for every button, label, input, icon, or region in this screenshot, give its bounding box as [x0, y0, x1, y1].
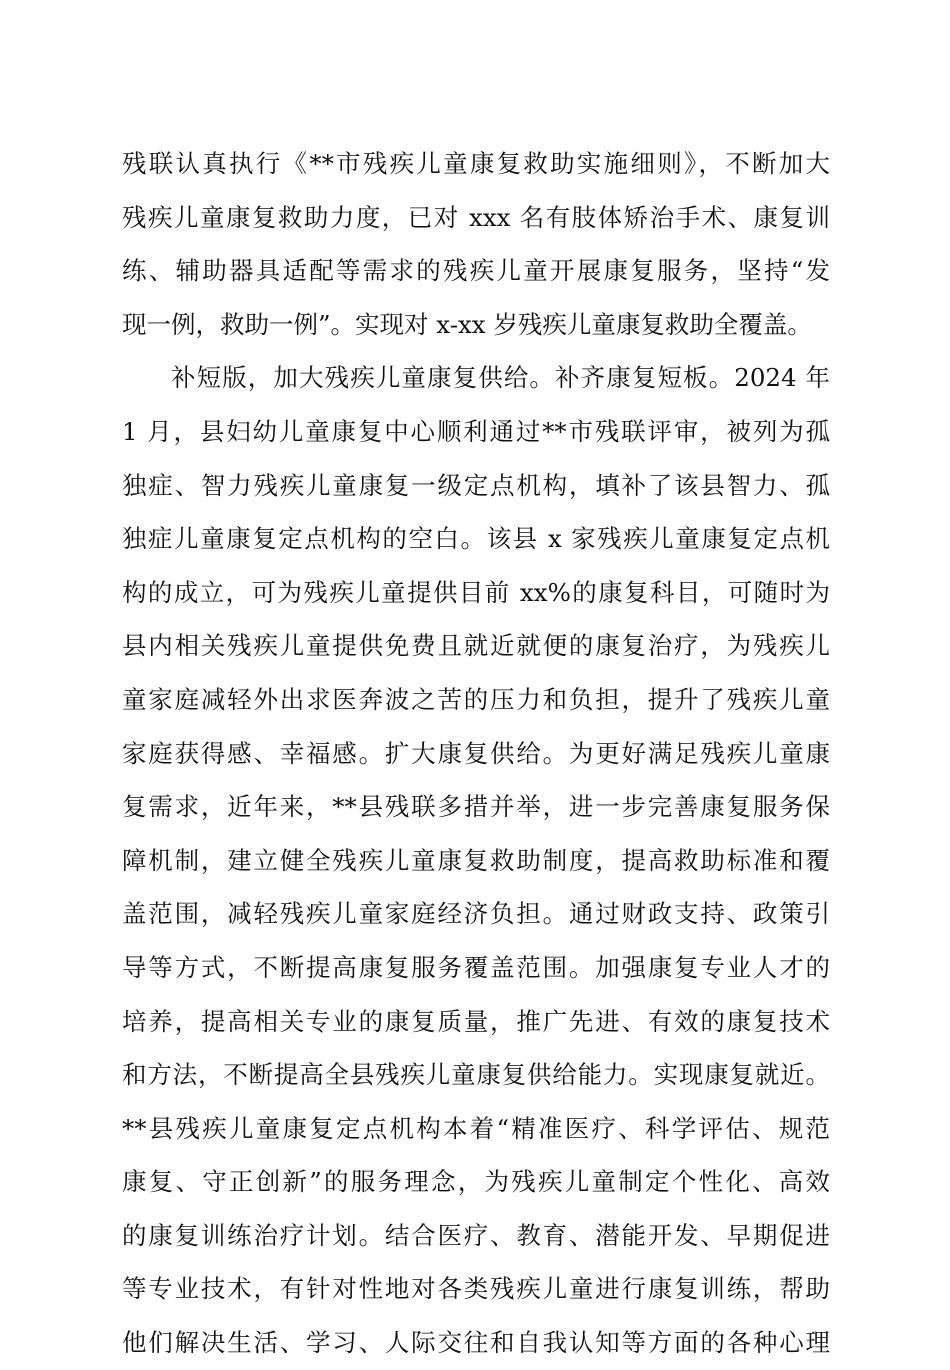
text-line-6: 1 月，县妇幼儿童康复中心顺利通过**市残联评审，被列为孤	[122, 416, 830, 446]
text-line-17: 培养，提高相关专业的康复质量，推广先进、有效的康复技术	[122, 1006, 830, 1036]
text-line-3: 练、辅助器具适配等需求的残疾儿童开展康复服务，坚持“发	[122, 256, 830, 286]
text-line-9: 构的成立，可为残疾儿童提供目前 xx%的康复科目，可随时为	[122, 577, 830, 607]
text-line-4: 现一例，救助一例”。实现对 x-xx 岁残疾儿童康复救助全覆盖。	[122, 309, 812, 339]
text-line-13: 复需求，近年来，**县残联多措并举，进一步完善康复服务保	[122, 792, 830, 822]
text-line-21: 的康复训练治疗计划。结合医疗、教育、潜能开发、早期促进	[122, 1220, 830, 1250]
text-line-14: 障机制，建立健全残疾儿童康复救助制度，提高救助标准和覆	[122, 845, 830, 875]
text-line-15: 盖范围，减轻残疾儿童家庭经济负担。通过财政支持、政策引	[122, 899, 830, 929]
text-line-20: 康复、守正创新”的服务理念，为残疾儿童制定个性化、高效	[122, 1167, 830, 1197]
text-line-7: 独症、智力残疾儿童康复一级定点机构，填补了该县智力、孤	[122, 470, 830, 500]
text-line-23: 他们解决生活、学习、人际交往和自我认知等方面的各种心理	[122, 1328, 830, 1358]
text-line-10: 县内相关残疾儿童提供免费且就近就便的康复治疗，为残疾儿	[122, 631, 830, 661]
text-line-8: 独症儿童康复定点机构的空白。该县 x 家残疾儿童康复定点机	[122, 524, 830, 554]
text-line-22: 等专业技术，有针对性地对各类残疾儿童进行康复训练，帮助	[122, 1274, 830, 1304]
text-line-11: 童家庭减轻外出求医奔波之苦的压力和负担，提升了残疾儿童	[122, 684, 830, 714]
text-line-1: 残联认真执行《**市残疾儿童康复救助实施细则》，不断加大	[122, 149, 830, 178]
text-line-5: 补短版，加大残疾儿童康复供给。补齐康复短板。2024 年	[171, 363, 830, 393]
text-line-16: 导等方式，不断提高康复服务覆盖范围。加强康复专业人才的	[122, 952, 830, 982]
text-line-12: 家庭获得感、幸福感。扩大康复供给。为更好满足残疾儿童康	[122, 738, 830, 768]
text-line-19: **县残疾儿童康复定点机构本着“精准医疗、科学评估、规范	[122, 1113, 830, 1143]
text-line-18: 和方法，不断提高全县残疾儿童康复供给能力。实现康复就近。	[122, 1060, 830, 1090]
text-line-2: 残疾儿童康复救助力度，已对 xxx 名有肢体矫治手术、康复训	[122, 202, 830, 232]
body-text	[122, 137, 830, 1370]
